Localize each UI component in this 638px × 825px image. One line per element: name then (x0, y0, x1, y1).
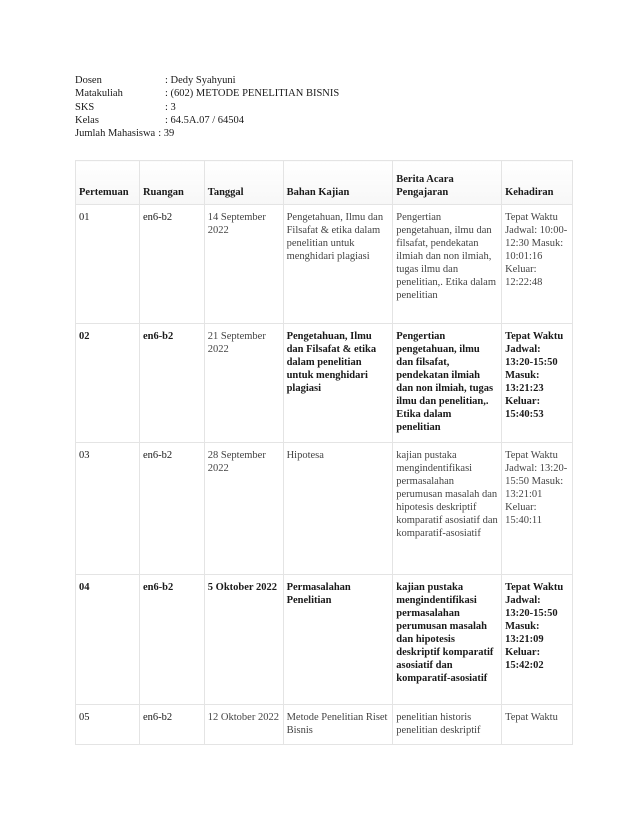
sks-row (75, 101, 339, 114)
document-header (75, 74, 339, 140)
cell-pertemuan: 05 (76, 705, 140, 745)
col-header-ruangan: Ruangan (139, 161, 204, 205)
cell-berita-acara: penelitian historis penelitian deskriptif (393, 705, 502, 745)
cell-ruangan: en6-b2 (139, 705, 204, 745)
cell-tanggal: 28 September 2022 (204, 443, 283, 575)
cell-pertemuan: 01 (76, 205, 140, 324)
cell-kehadiran: Tepat Waktu Jadwal: 13:20-15:50 Masuk: 13:21:23 Keluar: 15:40:53 (502, 324, 573, 443)
attendance-table (75, 160, 573, 745)
cell-tanggal: 14 September 2022 (204, 205, 283, 324)
cell-tanggal: 12 Oktober 2022 (204, 705, 283, 745)
cell-kehadiran: Tepat Waktu Jadwal: 13:20-15:50 Masuk: 13:21:09 Keluar: 15:42:02 (502, 575, 573, 705)
cell-kehadiran: Tepat Waktu Jadwal: 13:20-15:50 Masuk: 13:21:01 Keluar: 15:40:11 (502, 443, 573, 575)
col-header-bahan-kajian: Bahan Kajian (283, 161, 393, 205)
cell-pertemuan: 02 (76, 324, 140, 443)
cell-bahan-kajian: Pengetahuan, Ilmu dan Filsafat & etika dalam penelitian untuk menghidari plagiasi (283, 205, 393, 324)
col-header-tanggal: Tanggal (204, 161, 283, 205)
kelas-value: : 64.5A.07 / 64504 (165, 114, 245, 126)
cell-ruangan: en6-b2 (139, 324, 204, 443)
cell-kehadiran: Tepat Waktu (502, 705, 573, 745)
jumlah-value: : 39 (158, 128, 175, 140)
matakuliah-row (75, 87, 339, 100)
cell-kehadiran: Tepat Waktu Jadwal: 10:00-12:30 Masuk: 10:01:16 Keluar: 12:22:48 (502, 205, 573, 324)
cell-pertemuan: 04 (76, 575, 140, 705)
cell-ruangan: en6-b2 (139, 575, 204, 705)
col-header-kehadiran: Kehadiran (502, 161, 573, 205)
cell-bahan-kajian: Pengetahuan, Ilmu dan Filsafat & etika dalam penelitian untuk menghidari plagiasi (283, 324, 393, 443)
cell-tanggal: 21 September 2022 (204, 324, 283, 443)
cell-pertemuan: 03 (76, 443, 140, 575)
cell-bahan-kajian: Hipotesa (283, 443, 393, 575)
table-row (76, 324, 573, 443)
table-row (76, 443, 573, 575)
cell-berita-acara: Pengertian pengetahuan, ilmu dan filsafat, pendekatan ilmiah dan non ilmiah, tugas ilmu dan penelitian,. Etika dalam penelitian (393, 205, 502, 324)
table-row (76, 575, 573, 705)
matakuliah-label: Matakuliah (75, 88, 123, 100)
cell-berita-acara: kajian pustaka mengindentifikasi permasalahan perumusan masalah dan hipotesis deskriptif komparatif asosiatif dan komparatif-asosiatif (393, 575, 502, 705)
cell-ruangan: en6-b2 (139, 443, 204, 575)
table-header-row (76, 161, 573, 205)
jumlah-label: Jumlah Mahasiswa (75, 128, 156, 140)
cell-bahan-kajian: Permasalahan Penelitian (283, 575, 393, 705)
cell-tanggal: 5 Oktober 2022 (204, 575, 283, 705)
cell-berita-acara: Pengertian pengetahuan, ilmu dan filsafat, pendekatan ilmiah dan non ilmiah, tugas ilmu dan penelitian,. Etika dalam penelitian (393, 324, 502, 443)
table-row (76, 705, 573, 745)
dosen-label: Dosen (75, 75, 102, 86)
cell-bahan-kajian: Metode Penelitian Riset Bisnis (283, 705, 393, 745)
jumlah-row (75, 127, 339, 140)
col-header-berita-acara: Berita Acara Pengajaran (393, 161, 502, 205)
dosen-row (75, 74, 339, 87)
table-row (76, 205, 573, 324)
dosen-value: : Dedy Syahyuni (165, 75, 236, 86)
kelas-label: Kelas (75, 114, 99, 126)
sks-value: : 3 (165, 101, 176, 113)
kelas-row (75, 114, 339, 127)
cell-berita-acara: kajian pustaka mengindentifikasi permasalahan perumusan masalah dan hipotesis deskriptif komparatif asosiatif dan komparatif-asosiatif (393, 443, 502, 575)
sks-label: SKS (75, 101, 95, 113)
cell-ruangan: en6-b2 (139, 205, 204, 324)
col-header-pertemuan: Pertemuan (76, 161, 140, 205)
matakuliah-value: : (602) METODE PENELITIAN BISNIS (165, 88, 340, 100)
